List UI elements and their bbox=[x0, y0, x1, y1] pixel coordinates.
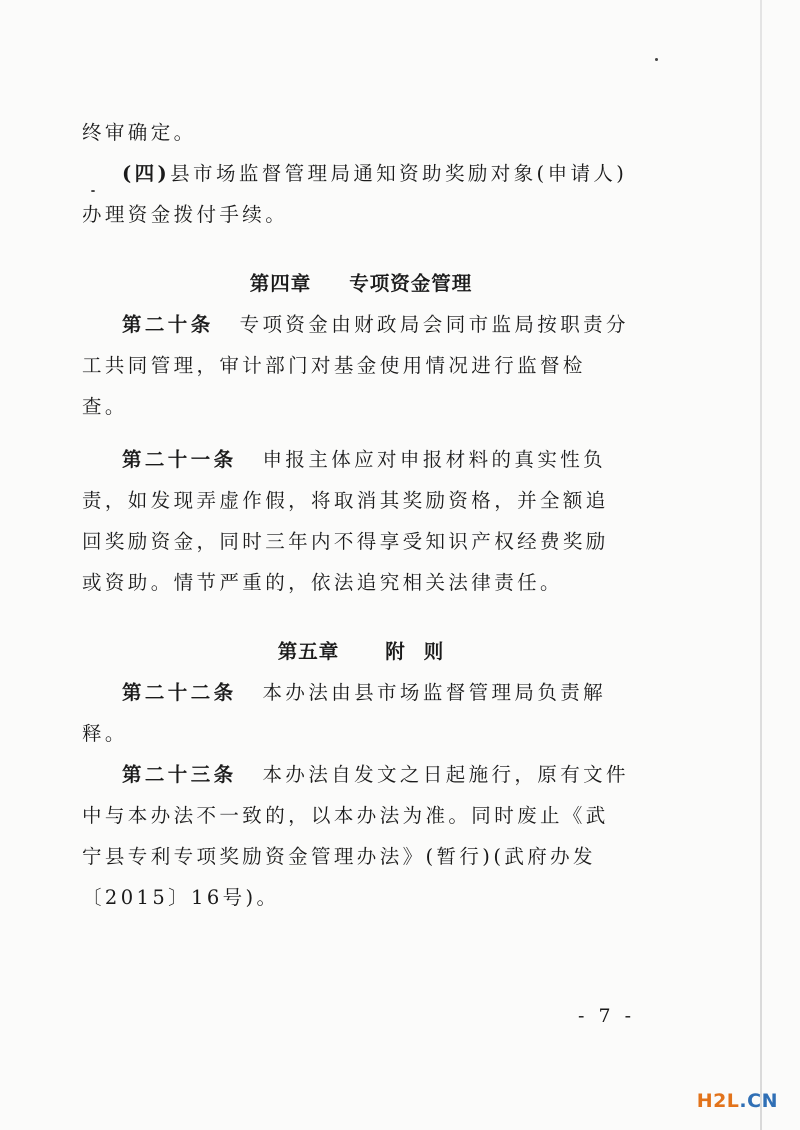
article-22 bbox=[82, 672, 630, 754]
article-21-label: 第二十一条 bbox=[122, 448, 237, 471]
continuation-text: 终审确定。 bbox=[82, 121, 197, 144]
article-23-label: 第二十三条 bbox=[122, 763, 237, 786]
scan-speck bbox=[655, 58, 658, 61]
article-21-text: 申报主体应对申报材料的真实性负责，如发现弄虚作假，将取消其奖励资格，并全额追回奖励资金，同时三年内不得享受知识产权经费奖励或资助。情节严重的，依法追究相关法律责任。 bbox=[82, 448, 609, 594]
article-20-label: 第二十条 bbox=[122, 313, 214, 336]
article-23-text: 本办法自发文之日起施行，原有文件中与本办法不一致的，以本办法为准。同时废止《武宁县专利专项奖励资金管理办法》(暂行)(武府办发〔2015〕16号)。 bbox=[82, 763, 629, 909]
chapter-5-title-part2: 则 bbox=[423, 640, 445, 663]
item-4-label: (四) bbox=[122, 162, 171, 185]
item-4-text: 县市场监督管理局通知资助奖励对象(申请人)办理资金拨付手续。 bbox=[82, 162, 628, 226]
chapter-5-title-part1: 附 bbox=[385, 640, 406, 663]
chapter-5-number: 第五章 bbox=[277, 640, 340, 663]
watermark-part2: .CN bbox=[739, 1090, 778, 1112]
article-22-label: 第二十二条 bbox=[122, 681, 237, 704]
item-4 bbox=[82, 153, 630, 235]
document-body bbox=[82, 112, 630, 918]
article-20-text: 专项资金由财政局会同市监局按职责分工共同管理，审计部门对基金使用情况进行监督检查。 bbox=[82, 313, 629, 418]
article-22-text: 本办法由县市场监督管理局负责解释。 bbox=[82, 681, 607, 745]
article-21 bbox=[82, 439, 630, 603]
watermark-part1: H2L bbox=[696, 1090, 740, 1112]
article-20 bbox=[82, 304, 630, 427]
page-number: - 7 - bbox=[578, 1005, 636, 1027]
scan-page-edge bbox=[760, 0, 762, 1130]
chapter-4-heading bbox=[82, 263, 630, 304]
chapter-4-number: 第四章 bbox=[249, 272, 312, 295]
chapter-4-title: 专项资金管理 bbox=[349, 272, 473, 295]
article-23 bbox=[82, 754, 630, 918]
chapter-5-heading bbox=[82, 631, 630, 672]
site-watermark bbox=[697, 1090, 778, 1112]
